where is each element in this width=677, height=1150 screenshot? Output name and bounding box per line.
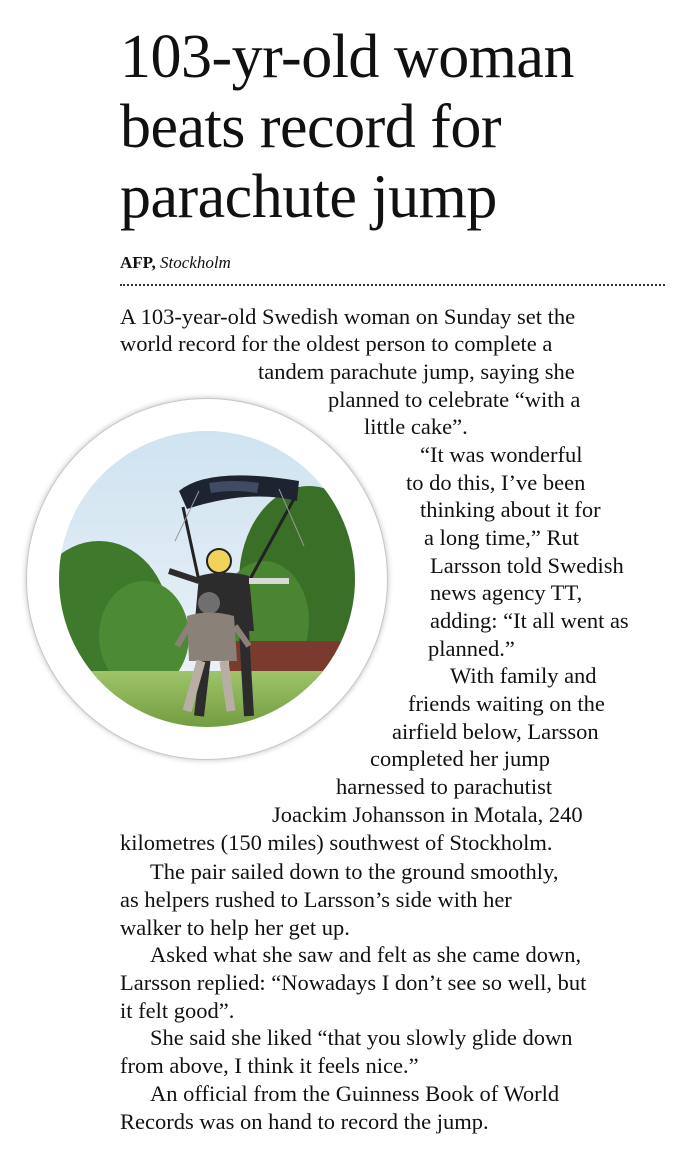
- body-line: completed her jump: [370, 746, 550, 771]
- body-line: thinking about it for: [420, 497, 601, 522]
- byline-agency: AFP,: [120, 253, 156, 272]
- body-line: planned to celebrate “with a: [328, 387, 581, 412]
- body-line: it felt good”.: [120, 998, 235, 1023]
- body-line: a long time,” Rut: [424, 525, 579, 550]
- headline: [120, 22, 670, 232]
- body-line: airfield below, Larsson: [392, 719, 599, 744]
- body-line: Larsson told Swedish: [430, 553, 624, 578]
- body-line: as helpers rushed to Larsson’s side with her: [120, 887, 512, 912]
- body-line: Asked what she saw and felt as she came down,: [150, 942, 582, 967]
- body-line: to do this, I’ve been: [406, 470, 586, 495]
- body-line: Records was on hand to record the jump.: [120, 1109, 489, 1134]
- body-line: The pair sailed down to the ground smoothly,: [150, 859, 559, 884]
- headline-line-1: 103-yr-old woman: [120, 23, 574, 91]
- dotted-divider: [120, 284, 665, 286]
- body-line: With family and: [450, 663, 597, 688]
- body-line: little cake”.: [364, 414, 468, 439]
- circular-photo-frame: [26, 398, 388, 760]
- body-line: planned.”: [428, 636, 515, 661]
- body-line: tandem parachute jump, saying she: [258, 359, 575, 384]
- body-line: She said she liked “that you slowly glide down: [150, 1025, 573, 1050]
- body-line: A 103-year-old Swedish woman on Sunday set the: [120, 304, 576, 329]
- byline-place: Stockholm: [160, 253, 231, 272]
- body-line: news agency TT,: [430, 580, 583, 605]
- body-line: adding: “It all went as: [430, 608, 629, 633]
- body-line: world record for the oldest person to complete a: [120, 331, 553, 356]
- body-line: An official from the Guinness Book of World: [150, 1081, 560, 1106]
- body-line: Larsson replied: “Nowadays I don’t see so well, but: [120, 970, 587, 995]
- body-line: friends waiting on the: [408, 691, 605, 716]
- body-line: harnessed to parachutist: [336, 774, 553, 799]
- tandem-parachute-photo: [59, 431, 355, 727]
- body-line: Joackim Johansson in Motala, 240: [272, 802, 583, 827]
- body-line: kilometres (150 miles) southwest of Stockholm.: [120, 830, 553, 855]
- body-line: from above, I think it feels nice.”: [120, 1053, 419, 1078]
- byline: [120, 252, 231, 274]
- body-line: “It was wonderful: [420, 442, 583, 467]
- headline-line-3: parachute jump: [120, 163, 497, 231]
- body-line: walker to help her get up.: [120, 915, 350, 940]
- headline-line-2: beats record for: [120, 93, 502, 161]
